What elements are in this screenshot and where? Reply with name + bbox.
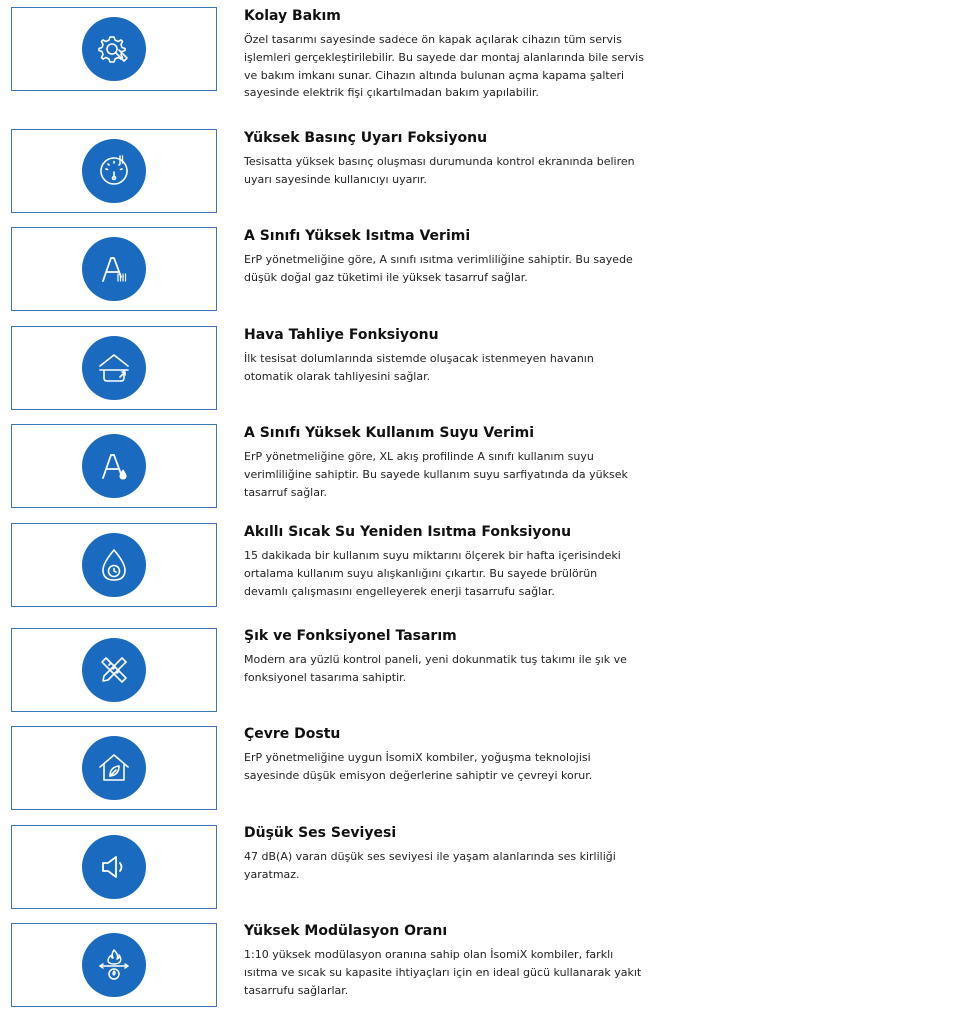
feature-icon-circle [82,933,146,997]
feature-icon-box [11,825,217,909]
feature-icon-box [11,923,217,1007]
pressure-gauge-icon [94,151,134,191]
feature-icon-box [11,523,217,607]
feature-text [244,523,644,600]
feature-icon-box [11,227,217,311]
feature-icon-circle [82,17,146,81]
feature-description: ErP yönetmeliğine göre, XL akış profilinde A sınıfı kullanım suyu verimliliğine sahiptir. Bu sayede kullanım suyu sarfiyatında da yüksek tasarruf sağlar. [244,450,628,499]
feature-description: ErP yönetmeliğine göre, A sınıfı ısıtma verimliliğine sahiptir. Bu sayede düşük doğal gaz tüketimi ile yüksek tasarruf sağlar. [244,253,633,284]
feature-text [244,424,644,501]
feature-description: İlk tesisat dolumlarında sistemde oluşacak istenmeyen havanın otomatik olarak tahliyesini sağlar. [244,352,594,383]
air-vent-house-icon [94,348,134,388]
speaker-icon [94,847,134,887]
feature-icon-circle [82,434,146,498]
feature-title: Hava Tahliye Fonksiyonu [244,327,439,343]
feature-text [244,824,644,884]
feature-title: Akıllı Sıcak Su Yeniden Isıtma Fonksiyonu [244,524,572,540]
eco-house-leaf-icon [94,748,134,788]
feature-description: Özel tasarımı sayesinde sadece ön kapak açılarak cihazın tüm servis işlemleri gerçekleştirilebilir. Bu sayede dar montaj alanlarında bile servis ve bakım imkanı sunar. Cihazın altında bulunan açma kapama şalteri sayesinde elektrik fişi çıkartılmadan bakım yapılabilir. [244,33,644,100]
feature-icon-box [11,129,217,213]
feature-text [244,725,644,785]
feature-icon-circle [82,835,146,899]
feature-text [244,129,644,189]
feature-title: Çevre Dostu [244,726,341,742]
water-drop-timer-icon [94,545,134,585]
feature-description: 15 dakikada bir kullanım suyu miktarını ölçerek bir hafta içerisindeki ortalama kullanım suyu alışkanlığını çıkartır. Bu sayede brülörün devamlı çalışmasını engelleyerek enerji tasarrufu sağlar. [244,549,621,598]
feature-title: Şık ve Fonksiyonel Tasarım [244,628,457,644]
feature-icon-circle [82,139,146,203]
feature-icon-circle [82,638,146,702]
feature-description: Modern ara yüzlü kontrol paneli, yeni dokunmatik tuş takımı ile şık ve fonksiyonel tasarıma sahiptir. [244,653,627,684]
feature-icon-circle [82,237,146,301]
feature-title: Yüksek Basınç Uyarı Foksiyonu [244,130,488,146]
a-class-heating-icon [94,249,134,289]
feature-icon-circle [82,336,146,400]
feature-icon-box [11,726,217,810]
feature-text [244,326,644,386]
feature-icon-box [11,628,217,712]
feature-icon-circle [82,736,146,800]
feature-icon-box [11,326,217,410]
feature-text [244,7,644,102]
feature-icon-box [11,424,217,508]
feature-title: Düşük Ses Seviyesi [244,825,397,841]
feature-text [244,227,644,287]
feature-description: 47 dB(A) varan düşük ses seviyesi ile yaşam alanlarında ses kirliliği yaratmaz. [244,850,616,881]
a-class-water-icon [94,446,134,486]
feature-description: ErP yönetmeliğine uygun İsomiX kombiler, yoğuşma teknolojisi sayesinde düşük emisyon değerlerine sahiptir ve çevreyi korur. [244,751,593,782]
feature-icon-box [11,7,217,91]
feature-text [244,922,644,999]
feature-title: Kolay Bakım [244,8,341,24]
pencil-ruler-icon [94,650,134,690]
feature-text [244,627,644,687]
feature-title: A Sınıfı Yüksek Kullanım Suyu Verimi [244,425,535,441]
feature-description: Tesisatta yüksek basınç oluşması durumunda kontrol ekranında beliren uyarı sayesinde kullanıcıyı uyarır. [244,155,635,186]
feature-title: A Sınıfı Yüksek Isıtma Verimi [244,228,471,244]
feature-title: Yüksek Modülasyon Oranı [244,923,448,939]
feature-description: 1:10 yüksek modülasyon oranına sahip olan İsomiX kombiler, farklı ısıtma ve sıcak su kapasite ihtiyaçları için en ideal gücü kullanarak yakıt tasarrufu sağlarlar. [244,948,642,997]
gear-wrench-icon [94,29,134,69]
flame-modulation-icon [94,945,134,985]
feature-icon-circle [82,533,146,597]
